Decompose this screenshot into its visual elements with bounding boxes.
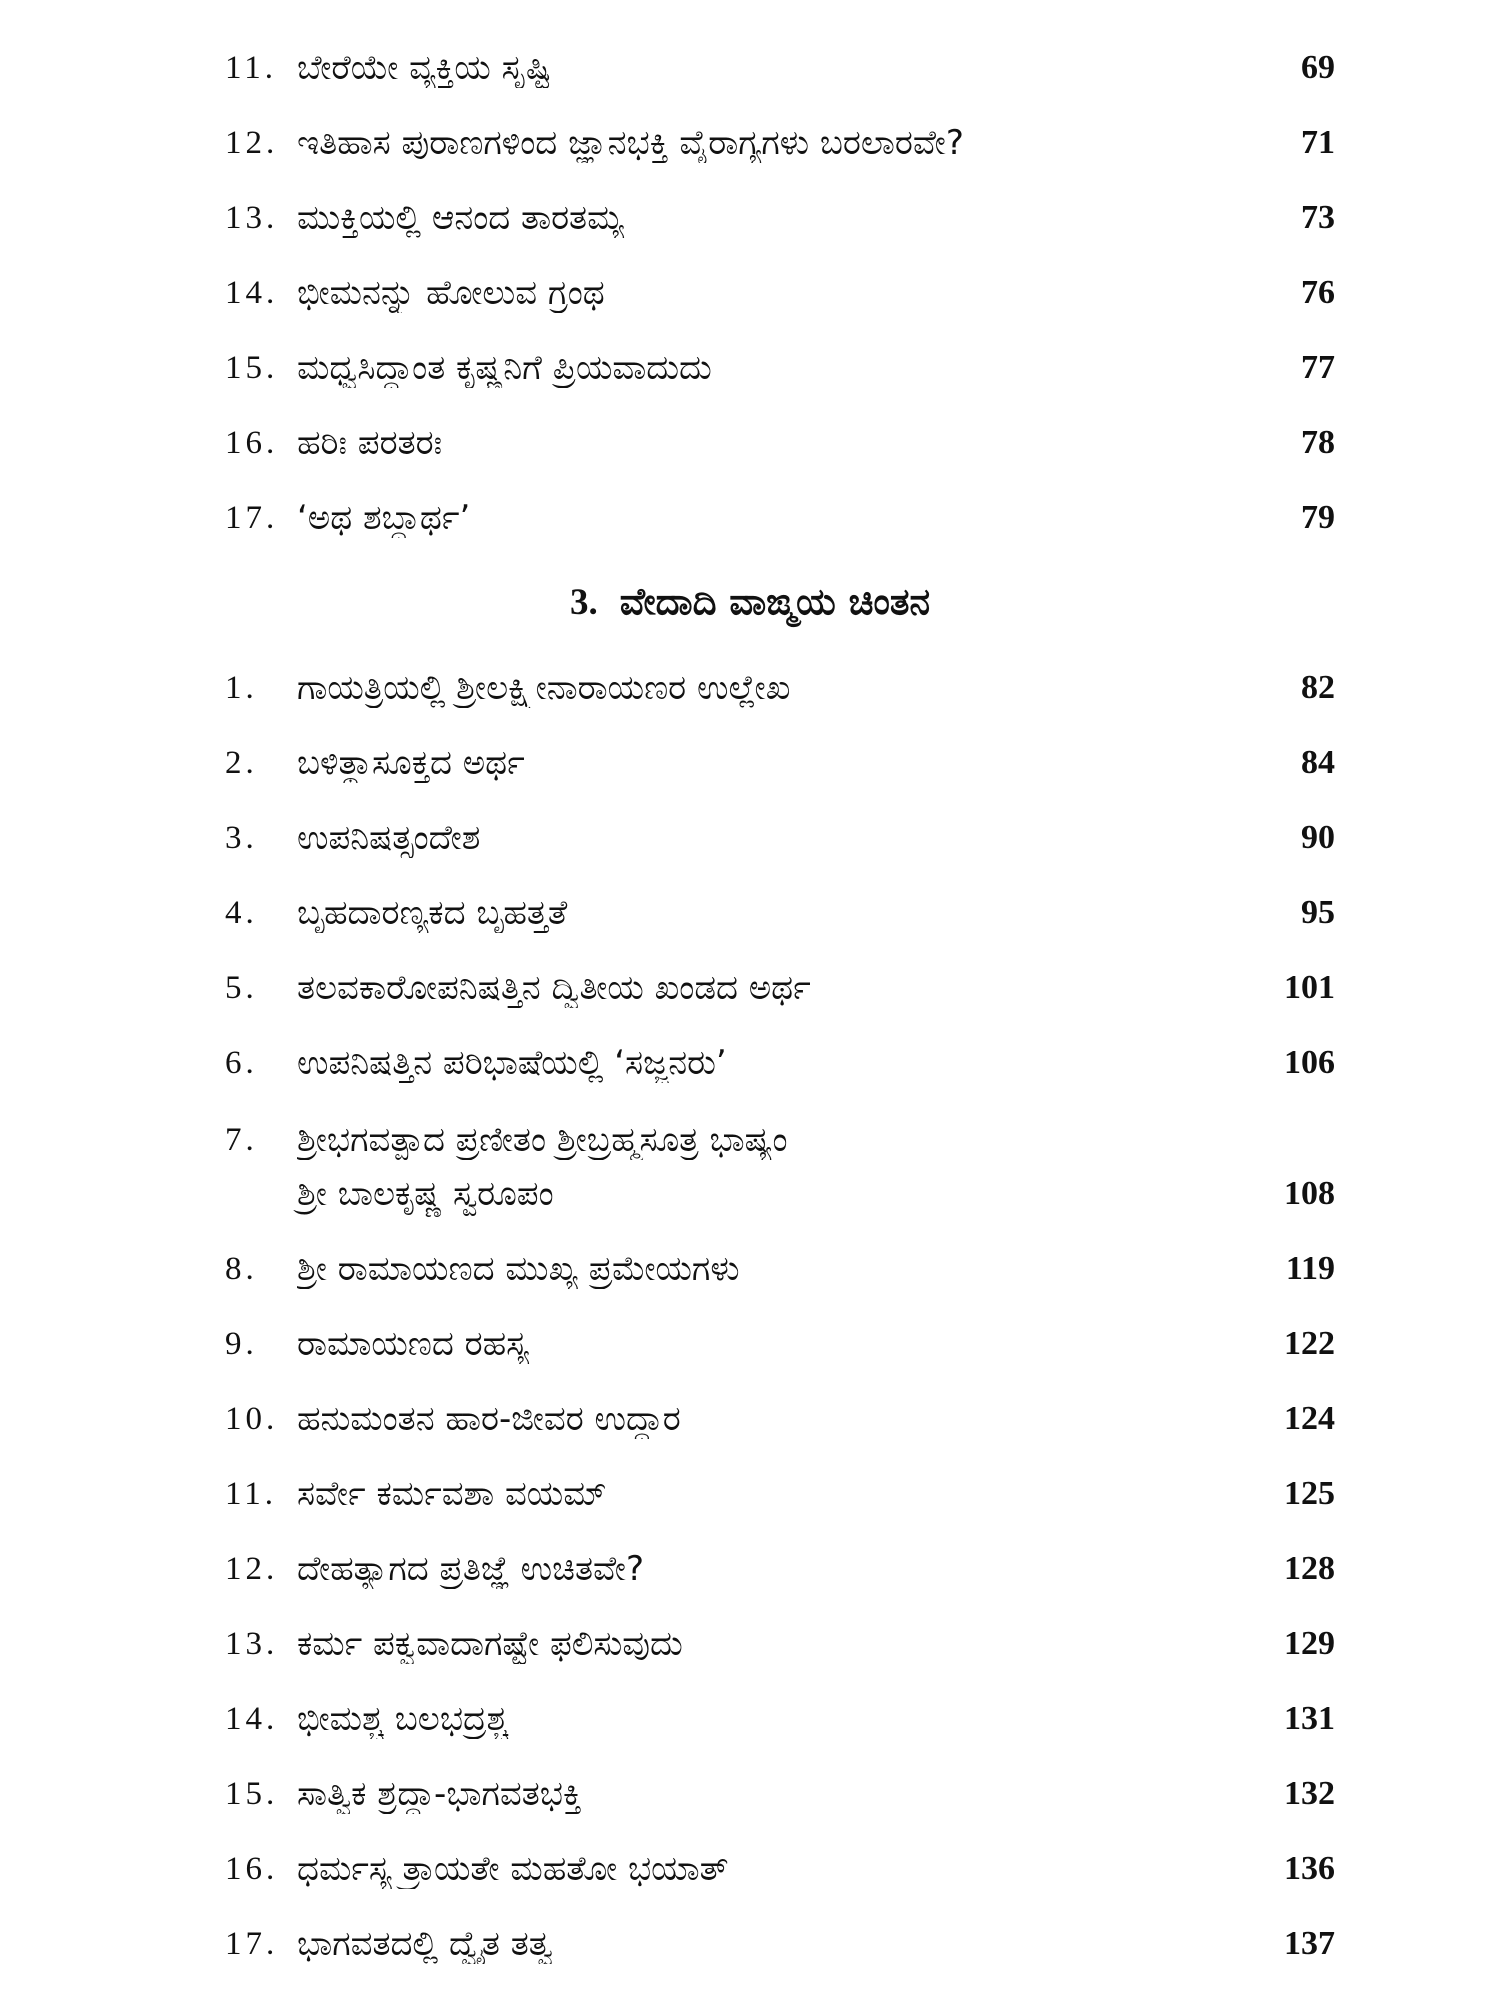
entry-number: 11. [225,1475,278,1512]
entry-number: 7. [225,1121,258,1158]
toc-entry [225,1316,1335,1372]
entry-number: 15. [225,1775,279,1812]
entry-number: 8. [225,1250,258,1287]
entry-number: 16. [225,424,279,461]
entry-number: 14. [225,274,279,311]
entry-title: ರಾಮಾಯಣದ ರಹಸ್ಯ [297,1324,529,1364]
entry-page-number: 77 [1301,349,1335,386]
entry-page-number: 124 [1284,1400,1335,1437]
entry-number: 4. [225,894,258,931]
entry-number: 11. [225,49,278,86]
entry-title: ಉಪನಿಷತ್ತಿನ ಪರಿಭಾಷೆಯಲ್ಲಿ ‘ಸಜ್ಜನರು’ [297,1043,727,1083]
entry-page-number: 125 [1284,1475,1335,1512]
entry-number: 1. [225,669,258,706]
entry-title: ‘ಅಥ ಶಬ್ದಾರ್ಥ’ [297,498,471,538]
toc-entry [225,190,1335,246]
toc-entry [225,1241,1335,1297]
entry-title: ಭೀಮಶ್ಚ ಬಲಭದ್ರಶ್ಚ [297,1699,509,1739]
entry-number: 12. [225,124,279,161]
entry-title-continuation: ಶ್ರೀ ಬಾಲಕೃಷ್ಣ ಸ್ವರೂಪಂ [297,1174,554,1214]
entry-number: 10. [225,1400,279,1437]
toc-entry [225,1916,1335,1972]
entry-title: ಮಧ್ವಸಿದ್ಧಾಂತ ಕೃಷ್ಣನಿಗೆ ಪ್ರಿಯವಾದುದು [297,348,712,388]
entry-number: 2. [225,744,258,781]
entry-number: 15. [225,349,279,386]
entry-title: ಭೀಮನನ್ನು ಹೋಲುವ ಗ್ರಂಥ [297,273,605,313]
toc-entry [225,1112,1335,1168]
toc-entry [225,1691,1335,1747]
toc-entry [225,1616,1335,1672]
toc-entry [225,115,1335,171]
entry-title: ದೇಹತ್ಯಾಗದ ಪ್ರತಿಜ್ಞೆ ಉಚಿತವೇ? [297,1549,644,1589]
entry-page-number: 95 [1301,894,1335,931]
entry-number: 14. [225,1700,279,1737]
toc-entry [225,660,1335,716]
entry-title: ಹರಿಃ ಪರತರಃ [297,423,443,463]
entry-title: ಶ್ರೀ ರಾಮಾಯಣದ ಮುಖ್ಯ ಪ್ರಮೇಯಗಳು [297,1249,740,1289]
toc-entry [225,960,1335,1016]
entry-page-number-row [1150,1166,1335,1222]
entry-title: ಬಳಿತ್ಥಾಸೂಕ್ತದ ಅರ್ಥ [297,743,525,783]
toc-entry [225,415,1335,471]
toc-entry [225,265,1335,321]
toc-entry [225,1541,1335,1597]
entry-page-number: 82 [1301,669,1335,706]
entry-title: ಸಾತ್ವಿಕ ಶ್ರದ್ಧಾ-ಭಾಗವತಭಕ್ತಿ [297,1774,582,1814]
entry-title: ಇತಿಹಾಸ ಪುರಾಣಗಳಿಂದ ಜ್ಞಾನಭಕ್ತಿ ವೈರಾಗ್ಯಗಳು ಬರಲಾರವೇ? [297,123,964,163]
toc-entry [225,1466,1335,1522]
entry-title: ಉಪನಿಷತ್ಸಂದೇಶ [297,818,481,858]
entry-title: ಶ್ರೀಭಗವತ್ಪಾದ ಪ್ರಣೀತಂ ಶ್ರೀಬ್ರಹ್ಮಸೂತ್ರ ಭಾಷ್ಯಂ [297,1120,788,1160]
entry-page-number: 73 [1301,199,1335,236]
entry-page-number: 84 [1301,744,1335,781]
entry-title: ಮುಕ್ತಿಯಲ್ಲಿ ಆನಂದ ತಾರತಮ್ಯ [297,198,625,238]
entry-page-number: 90 [1301,819,1335,856]
entry-page-number: 132 [1284,1775,1335,1812]
entry-title: ಸರ್ವೇ ಕರ್ಮವಶಾ ವಯಮ್ [297,1474,607,1514]
toc-entry [225,735,1335,791]
toc-entry [225,1035,1335,1091]
toc-entry [225,1766,1335,1822]
entry-page-number: 122 [1284,1325,1335,1362]
entry-number: 17. [225,499,279,536]
entry-page-number: 129 [1284,1625,1335,1662]
toc-entry [225,885,1335,941]
entry-page-number: 106 [1284,1044,1335,1081]
toc-entry [225,40,1335,96]
entry-number: 6. [225,1044,258,1081]
entry-title: ತಲವಕಾರೋಪನಿಷತ್ತಿನ ದ್ವಿತೀಯ ಖಂಡದ ಅರ್ಥ [297,968,811,1008]
entry-page-number: 79 [1301,499,1335,536]
entry-number: 13. [225,1625,279,1662]
toc-entry [225,810,1335,866]
toc-entry [225,1391,1335,1447]
entry-number: 13. [225,199,279,236]
section-number: 3. [569,582,598,623]
entry-page-number: 78 [1301,424,1335,461]
entry-page-number: 136 [1284,1850,1335,1887]
entry-page-number: 71 [1301,124,1335,161]
entry-number: 9. [225,1325,258,1362]
entry-title: ಕರ್ಮ ಪಕ್ವವಾದಾಗಷ್ಟೇ ಫಲಿಸುವುದು [297,1624,683,1664]
entry-number: 17. [225,1925,279,1962]
toc-entry [225,1841,1335,1897]
entry-title: ಗಾಯತ್ರಿಯಲ್ಲಿ ಶ್ರೀಲಕ್ಷ್ಮೀನಾರಾಯಣರ ಉಲ್ಲೇಖ [297,668,791,708]
toc-entry [225,340,1335,396]
section-heading [0,580,1500,640]
entry-page-number: 131 [1284,1700,1335,1737]
entry-number: 16. [225,1850,279,1887]
entry-page-number: 128 [1284,1550,1335,1587]
entry-number: 5. [225,969,258,1006]
entry-title: ಧರ್ಮಸ್ಯ ತ್ರಾಯತೇ ಮಹತೋ ಭಯಾತ್ [297,1849,729,1889]
entry-page-number: 76 [1301,274,1335,311]
toc-entry [225,490,1335,546]
entry-number: 12. [225,1550,279,1587]
entry-page-number: 137 [1284,1925,1335,1962]
entry-title: ಭಾಗವತದಲ್ಲಿ ದ್ವೈತ ತತ್ವ [297,1924,553,1964]
entry-page-number: 69 [1301,49,1335,86]
entry-title: ಬೃಹದಾರಣ್ಯಕದ ಬೃಹತ್ತತೆ [297,893,568,933]
entry-page-number: 108 [1284,1175,1335,1212]
entry-page-number: 119 [1285,1250,1335,1287]
entry-number: 3. [225,819,258,856]
entry-title: ಹನುಮಂತನ ಹಾರ-ಜೀವರ ಉದ್ಧಾರ [297,1399,681,1439]
section-title: ವೇದಾದಿ ವಾಙ್ಮಯ ಚಿಂತನ [619,580,931,623]
entry-title: ಬೇರೆಯೇ ವ್ಯಕ್ತಿಯ ಸೃಷ್ಟಿ [297,48,552,88]
entry-page-number: 101 [1284,969,1335,1006]
